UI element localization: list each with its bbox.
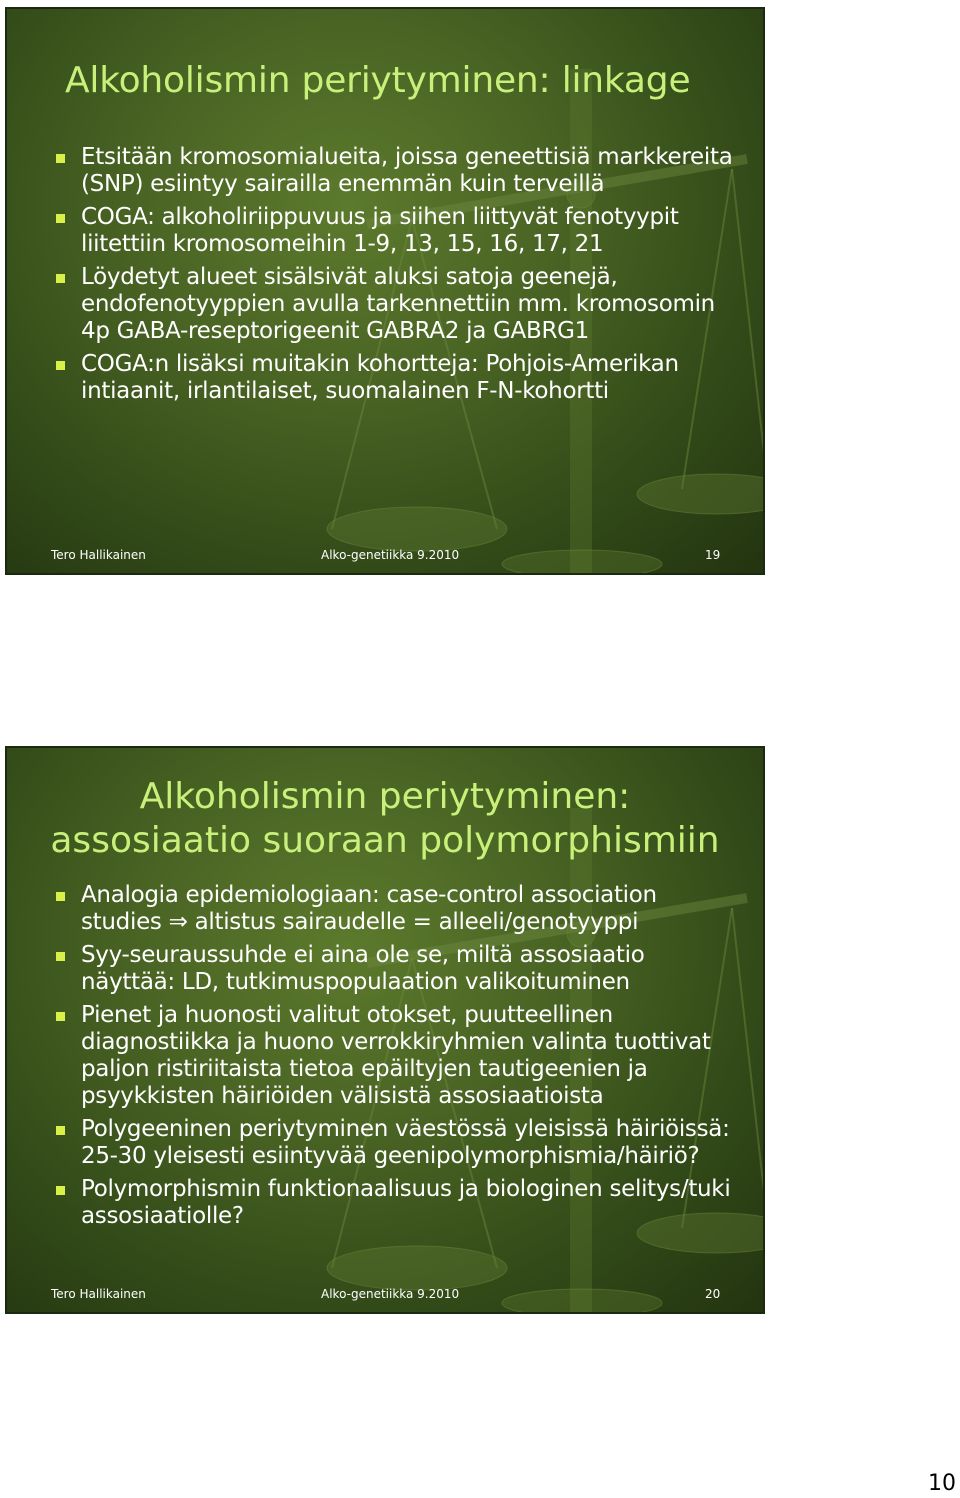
bullet-item — [53, 1176, 733, 1230]
footer-course: Alko-genetiikka 9.2010 — [321, 548, 460, 562]
square-bullet-icon — [56, 892, 65, 901]
bullet-text: Polymorphismin funktionaalisuus ja biologinen selitys/tuki assosiaatiolle? — [81, 1176, 731, 1229]
bullet-item — [53, 1002, 733, 1110]
bullet-item — [53, 144, 733, 198]
bullet-list — [53, 144, 733, 411]
bullet-item — [53, 882, 733, 936]
footer-author: Tero Hallikainen — [51, 1287, 146, 1301]
page-number: 10 — [928, 1471, 956, 1496]
bullet-item — [53, 351, 733, 405]
slide-title: Alkoholismin periytyminen: linkage — [65, 60, 691, 101]
square-bullet-icon — [56, 214, 65, 223]
bullet-text: Polygeeninen periytyminen väestössä yleisissä häiriöissä: 25-30 yleisesti esiintyvää geenipolymorphismia/häiriö? — [81, 1116, 730, 1169]
bullet-text: Etsitään kromosomialueita, joissa geneettisiä markkereita (SNP) esiintyy sairailla enemmän kuin terveillä — [81, 144, 733, 197]
bullet-text: COGA:n lisäksi muitakin kohortteja: Pohjois-Amerikan intiaanit, irlantilaiset, suomalainen F-N-kohortti — [81, 351, 679, 404]
square-bullet-icon — [56, 1012, 65, 1021]
slide-title-line-2: assosiaatio suoraan polymorphismiin — [50, 820, 720, 861]
slide-title — [7, 775, 763, 863]
bullet-item — [53, 204, 733, 258]
slide-19 — [5, 7, 765, 575]
bullet-text: COGA: alkoholiriippuvuus ja siihen liittyvät fenotyypit liitettiin kromosomeihin 1-9, 13, 15, 16, 17, 21 — [81, 204, 679, 257]
bullet-text: Analogia epidemiologiaan: case-control association studies ⇒ altistus sairaudelle = alleeli/genotyyppi — [81, 882, 657, 935]
slide-number: 19 — [705, 548, 721, 562]
bullet-text: Pienet ja huonosti valitut otokset, puutteellinen diagnostiikka ja huono verrokkiryhmien valinta tuottivat paljon ristiriitaista tietoa epäiltyjen tautigeenien ja psyykkisten häiriöiden välisistä assosiaatioista — [81, 1002, 711, 1109]
bullet-text: Löydetyt alueet sisälsivät aluksi satoja geenejä, endofenotyyppien avulla tarkennettiin mm. kromosomin 4p GABA-reseptorigeenit GABRA2 ja GABRG1 — [81, 264, 715, 344]
slide-number: 20 — [705, 1287, 721, 1301]
bullet-item — [53, 264, 733, 345]
footer-author: Tero Hallikainen — [51, 548, 146, 562]
square-bullet-icon — [56, 1186, 65, 1195]
bullet-item — [53, 942, 733, 996]
bullet-list — [53, 882, 733, 1236]
bullet-item — [53, 1116, 733, 1170]
square-bullet-icon — [56, 154, 65, 163]
square-bullet-icon — [56, 952, 65, 961]
square-bullet-icon — [56, 1126, 65, 1135]
slide-20 — [5, 746, 765, 1314]
slide-title-line-1: Alkoholismin periytyminen: — [139, 776, 631, 817]
footer-course: Alko-genetiikka 9.2010 — [321, 1287, 460, 1301]
square-bullet-icon — [56, 361, 65, 370]
square-bullet-icon — [56, 274, 65, 283]
bullet-text: Syy-seuraussuhde ei aina ole se, miltä assosiaatio näyttää: LD, tutkimuspopulaation valikoituminen — [81, 942, 645, 995]
